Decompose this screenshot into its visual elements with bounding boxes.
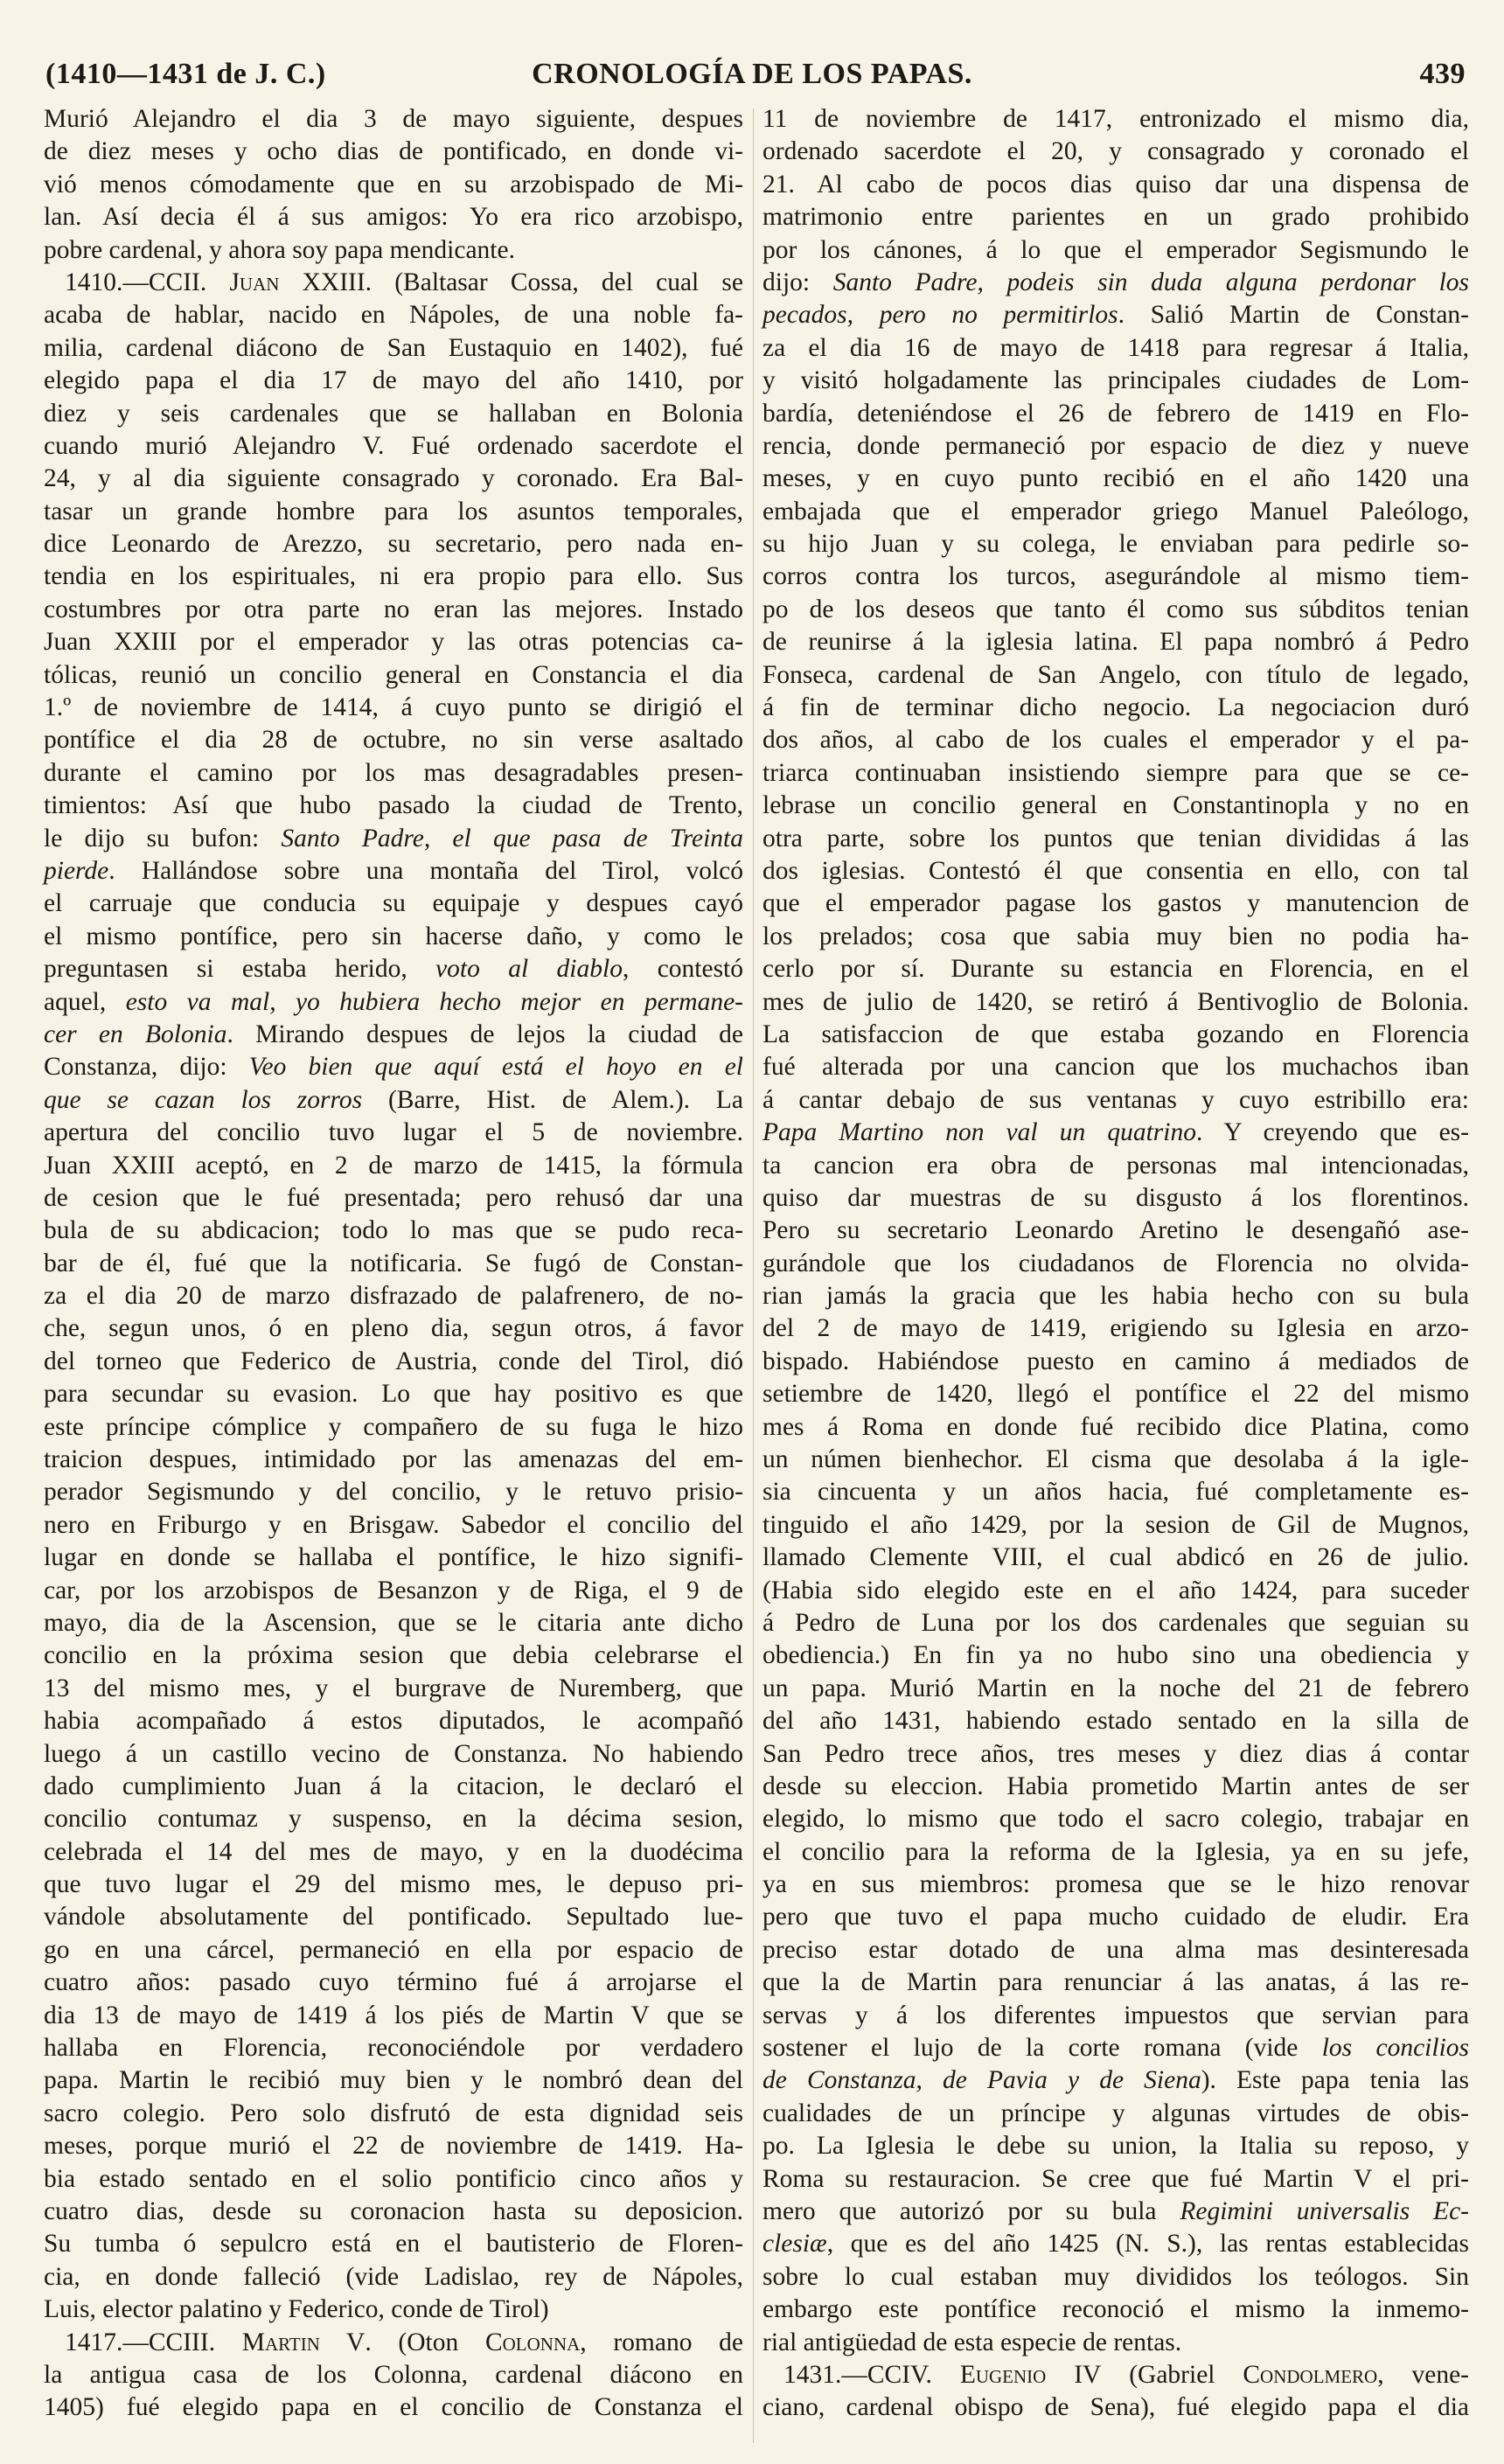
text-line: Su tumba ó sepulcro está en el bautisterio de Floren- bbox=[44, 2230, 743, 2259]
text-line: che, segun unos, ó en pleno dia, segun otros, á favor bbox=[44, 1314, 743, 1343]
text-line: dos años, al cabo de los cuales el emperador y el pa- bbox=[762, 726, 1469, 755]
text-line bbox=[762, 1117, 1469, 1149]
small-caps-name: Eugenio IV bbox=[959, 2360, 1102, 2389]
text-line: 11 de noviembre de 1417, entronizado el mismo dia, bbox=[762, 105, 1469, 133]
text-line: (Habia sido elegido este en el año 1424, para suceder bbox=[762, 1576, 1469, 1604]
text-span: . Mirando despues de lejos la ciudad de bbox=[226, 1020, 743, 1048]
text-line bbox=[44, 953, 743, 985]
italic-text: pierde bbox=[44, 856, 109, 885]
text-line: Juan XXIII aceptó, en 2 de marzo de 1415, la fórmula bbox=[44, 1151, 743, 1180]
text-line: á Pedro de Luna por los dos cardenales que seguian su bbox=[762, 1608, 1469, 1637]
text-line bbox=[44, 2327, 743, 2359]
text-line: pontífice el dia 28 de octubre, no sin verse asaltado bbox=[44, 726, 743, 755]
text-line: cia, en donde falleció (vide Ladislao, rey de Nápoles, bbox=[44, 2262, 743, 2291]
text-line: dado cumplimiento Juan á la citacion, le declaró el bbox=[44, 1771, 743, 1800]
text-span: . (Oton bbox=[365, 2328, 485, 2356]
text-line: por los cánones, á lo que el emperador Segismundo le bbox=[762, 235, 1469, 264]
text-line: del torneo que Federico de Austria, conde del Tirol, dió bbox=[44, 1347, 743, 1375]
text-line: tasar un grande hombre para los asuntos temporales, bbox=[44, 497, 743, 526]
running-head-dates: (1410—1431 de J. C.) bbox=[45, 58, 326, 90]
text-line: hallaba en Florencia, reconociéndole por verdadero bbox=[44, 2034, 743, 2063]
text-line: mayo, dia de la Ascension, que se le citaria ante dicho bbox=[44, 1608, 743, 1637]
text-line: po. La Iglesia le debe su union, la Italia su reposo, y bbox=[762, 2132, 1469, 2161]
italic-text: cer en Bolonia bbox=[44, 1020, 227, 1048]
text-line: tinguido el año 1429, por la sesion de Gil de Mugnos, bbox=[762, 1510, 1469, 1539]
text-line: milia, cardenal diácono de San Eustaquio en 1402), fué bbox=[44, 333, 743, 362]
text-line: triarca continuaban insistiendo siempre para que se ce- bbox=[762, 758, 1469, 787]
text-line: bardía, deteniéndose el 26 de febrero de 1419 en Flo- bbox=[762, 399, 1469, 428]
text-line: un númen bienhechor. El cisma que desolaba á la igle- bbox=[762, 1445, 1469, 1474]
text-line: que la de Martin para renunciar á las anatas, á las re- bbox=[762, 1968, 1469, 1997]
text-line: habia acompañado á estos diputados, le acompañó bbox=[44, 1707, 743, 1736]
text-span: mero que autorizó por su bula bbox=[762, 2197, 1180, 2225]
text-line: su hijo Juan y su colega, le enviaban para pedirle so- bbox=[762, 530, 1469, 559]
text-line: tendia en los espirituales, ni era propio para ello. Sus bbox=[44, 562, 743, 591]
text-line: Murió Alejandro el dia 3 de mayo siguiente, despues bbox=[44, 105, 743, 133]
text-line: lan. Así decia él á sus amigos: Yo era rico arzobispo, bbox=[44, 203, 743, 232]
text-line: rian jamás la gracia que les habia hecho con su bula bbox=[762, 1282, 1469, 1311]
text-span: . Salió Martin de Constan- bbox=[1118, 301, 1469, 330]
text-line bbox=[762, 2064, 1469, 2097]
text-line: tólicas, reunió un concilio general en Constancia el dia bbox=[44, 660, 743, 689]
text-line: gurándole que los ciudadanos de Florencia no olvida- bbox=[762, 1249, 1469, 1277]
text-span: . Y creyendo que es- bbox=[1195, 1118, 1469, 1147]
text-line: bar de él, fué que la notificaria. Se fugó de Constan- bbox=[44, 1249, 743, 1277]
text-line: costumbres por otra parte no eran las mejores. Instado bbox=[44, 595, 743, 623]
italic-text: que se cazan los zorros bbox=[44, 1085, 363, 1114]
text-line bbox=[762, 2032, 1469, 2064]
text-line: celebrada el 14 del mes de mayo, y en la duodécima bbox=[44, 1837, 743, 1866]
text-line: nero en Friburgo y en Brisgaw. Sabedor el concilio del bbox=[44, 1510, 743, 1539]
text-line: fué alterada por una cancion que los muchachos iban bbox=[762, 1053, 1469, 1082]
text-line bbox=[762, 299, 1469, 331]
text-line: ya en sus miembros: promesa que se le hizo renovar bbox=[762, 1870, 1469, 1899]
text-line: el concilio para la reforma de la Iglesia, ya en su jefe, bbox=[762, 1837, 1469, 1866]
text-line: Pero su secretario Leonardo Aretino le desengañó ase- bbox=[762, 1216, 1469, 1245]
text-span: (Gabriel bbox=[1101, 2360, 1243, 2389]
text-line: za el dia 16 de mayo de 1418 para regresar á Italia, bbox=[762, 333, 1469, 362]
text-line: elegido papa el dia 17 de mayo del año 1410, por bbox=[44, 366, 743, 395]
small-caps-name: Condolmero bbox=[1243, 2360, 1378, 2389]
text-line: obediencia.) En fin ya no hubo sino una obediencia y bbox=[762, 1641, 1469, 1670]
text-line: ta cancion era obra de personas mal intencionadas, bbox=[762, 1151, 1469, 1180]
text-line: quiso dar muestras de su disgusto á los florentinos. bbox=[762, 1183, 1469, 1212]
text-line: papa. Martin le recibió muy bien y le nombró dean del bbox=[44, 2066, 743, 2095]
text-line: sia cincuenta y un años hacia, fué completamente es- bbox=[762, 1478, 1469, 1507]
text-line: dice Leonardo de Arezzo, su secretario, pero nada en- bbox=[44, 530, 743, 559]
text-line: rencia, donde permaneció por espacio de diez y nueve bbox=[762, 431, 1469, 460]
text-line: concilio en la próxima sesion que debia celebrarse el bbox=[44, 1641, 743, 1670]
italic-text: Regimini universalis Ec- bbox=[1180, 2197, 1469, 2225]
text-line: cualidades de un príncipe y algunas virtudes de obis- bbox=[762, 2099, 1469, 2127]
small-caps-name: Juan XXIII bbox=[229, 268, 366, 296]
text-line: za el dia 20 de marzo disfrazado de palafrenero, de no- bbox=[44, 1282, 743, 1311]
text-line: 24, y al dia siguiente consagrado y coronado. Era Bal- bbox=[44, 464, 743, 493]
page-number: 439 bbox=[1419, 58, 1466, 90]
text-span: sostener el lujo de la corte romana (vide bbox=[762, 2034, 1322, 2063]
text-line: concilio contumaz y suspenso, en la décima sesion, bbox=[44, 1805, 743, 1834]
text-line bbox=[762, 2196, 1469, 2228]
text-span: aquel, bbox=[44, 987, 126, 1016]
text-line: á cantar debajo de sus ventanas y cuyo estribillo era: bbox=[762, 1085, 1469, 1114]
text-line bbox=[44, 1084, 743, 1117]
italic-text: Veo bien que aquí está el hoyo en el bbox=[248, 1053, 743, 1082]
italic-text: Santo Padre, podeis sin duda alguna perdonar los bbox=[832, 268, 1469, 296]
italic-text: clesiæ bbox=[762, 2230, 827, 2259]
text-line: 21. Al cabo de pocos dias quiso dar una dispensa de bbox=[762, 170, 1469, 198]
text-line: perador Segismundo y del concilio, y le retuvo prisio- bbox=[44, 1478, 743, 1507]
text-line: dos iglesias. Contestó él que consentia en ello, con tal bbox=[762, 856, 1469, 885]
text-line: Roma su restauracion. Se cree que fué Martin V el pri- bbox=[762, 2164, 1469, 2193]
italic-text: de Constanza, de Pavia y de Siena bbox=[762, 2066, 1201, 2095]
text-span: (Barre, Hist. de Alem.). La bbox=[362, 1085, 744, 1114]
text-line bbox=[44, 986, 743, 1019]
text-line: de diez meses y ocho dias de pontificado, en donde vi- bbox=[44, 137, 743, 166]
text-span: . Hallándose sobre una montaña del Tirol, volcó bbox=[108, 856, 743, 885]
text-line: apertura del concilio tuvo lugar el 5 de noviembre. bbox=[44, 1118, 743, 1147]
text-line: vió menos cómodamente que en su arzobispado de Mi- bbox=[44, 170, 743, 198]
text-line: embajada que el emperador griego Manuel Paleólogo, bbox=[762, 497, 1469, 526]
text-line bbox=[762, 267, 1469, 299]
text-line: diez y seis cardenales que se hallaban en Bolonia bbox=[44, 399, 743, 428]
text-line: meses, y en cuyo punto recibió en el año 1420 una bbox=[762, 464, 1469, 493]
text-line: sobre lo cual estaban muy divididos los teólogos. Sin bbox=[762, 2262, 1469, 2291]
text-line: traicion despues, intimidado por las amenazas del em- bbox=[44, 1445, 743, 1474]
text-line: durante el camino por los mas desagradables presen- bbox=[44, 758, 743, 787]
text-line: á fin de terminar dicho negocio. La negociacion duró bbox=[762, 693, 1469, 722]
text-line bbox=[44, 855, 743, 887]
text-span: Constanza, dijo: bbox=[44, 1053, 249, 1082]
text-line bbox=[44, 823, 743, 855]
text-line: cuatro años: pasado cuyo término fué á arrojarse el bbox=[44, 1968, 743, 1997]
text-line: del 2 de mayo de 1419, erigiendo su Iglesia en arzo- bbox=[762, 1314, 1469, 1343]
text-line: lebrase un concilio general en Constantinopla y no en bbox=[762, 791, 1469, 820]
running-head-title: CRONOLOGÍA DE LOS PAPAS. bbox=[532, 58, 972, 90]
text-line: embargo este pontífice reconoció el mismo la inmemo- bbox=[762, 2295, 1469, 2324]
text-line: para secundar su evasion. Lo que hay positivo es que bbox=[44, 1380, 743, 1409]
text-line: vándole absolutamente del pontificado. Sepultado lue- bbox=[44, 1903, 743, 1932]
text-line: corros contra los turcos, asegurándole al mismo tiem- bbox=[762, 562, 1469, 591]
text-line: sacro colegio. Pero solo disfrutó de esta dignidad seis bbox=[44, 2099, 743, 2127]
text-line: mes á Roma en donde fué recibido dice Platina, como bbox=[762, 1412, 1469, 1441]
text-line: que el emperador pagase los gastos y manutencion de bbox=[762, 889, 1469, 918]
text-line: 1405) fué elegido papa en el concilio de Constanza el bbox=[44, 2393, 743, 2422]
text-line: elegido, lo mismo que todo el sacro colegio, trabajar en bbox=[762, 1805, 1469, 1834]
text-line: desde su eleccion. Habia prometido Martin antes de ser bbox=[762, 1771, 1469, 1800]
text-line bbox=[44, 267, 743, 299]
text-line bbox=[44, 1051, 743, 1083]
text-span: 1417.—CCIII. bbox=[65, 2328, 242, 2356]
text-line: de reunirse á la iglesia latina. El papa nombró á Pedro bbox=[762, 628, 1469, 657]
text-line bbox=[762, 2359, 1469, 2391]
text-line: pero que tuvo el papa mucho cuidado de eludir. Era bbox=[762, 1903, 1469, 1932]
text-span: le dijo su bufon: bbox=[44, 824, 282, 853]
text-span: , romano de bbox=[580, 2328, 743, 2356]
text-line: el carruaje que conducia su equipaje y despues cayó bbox=[44, 889, 743, 918]
text-line: ordenado sacerdote el 20, y consagrado y coronado el bbox=[762, 137, 1469, 166]
text-line: mes de julio de 1420, se retiró á Bentivoglio de Bolonia. bbox=[762, 987, 1469, 1016]
text-span: 1431.—CCIV. bbox=[783, 2360, 960, 2389]
text-line: bia estado sentado en el solio pontificio cinco años y bbox=[44, 2164, 743, 2193]
small-caps-name: Martin V bbox=[241, 2328, 366, 2356]
text-span: , vene- bbox=[1377, 2360, 1469, 2389]
text-line: 13 del mismo mes, y el burgrave de Nuremberg, que bbox=[44, 1674, 743, 1702]
text-line bbox=[44, 1019, 743, 1051]
text-line: dia 13 de mayo de 1419 á los piés de Martin V que se bbox=[44, 2001, 743, 2029]
text-line: San Pedro trece años, tres meses y diez dias á contar bbox=[762, 1739, 1469, 1768]
italic-text: esto va mal, yo hubiera hecho mejor en permane- bbox=[125, 987, 743, 1016]
italic-text: Santo Padre, el que pasa de Treinta bbox=[281, 824, 743, 853]
text-line: meses, porque murió el 22 de noviembre de 1419. Ha- bbox=[44, 2132, 743, 2161]
text-line: go en una cárcel, permaneció en ella por espacio de bbox=[44, 1935, 743, 1964]
text-column-right bbox=[762, 103, 1469, 2425]
text-line: cerlo por sí. Durante su estancia en Florencia, en el bbox=[762, 955, 1469, 984]
text-line: pobre cardenal, y ahora soy papa mendicante. bbox=[44, 235, 515, 264]
text-line: otra parte, sobre los puntos que tenian divididas á las bbox=[762, 824, 1469, 853]
text-line: llamado Clemente VIII, el cual abdicó en 26 de julio. bbox=[762, 1543, 1469, 1572]
text-line: timientos: Así que hubo pasado la ciudad de Trento, bbox=[44, 791, 743, 820]
text-line: servas y á los diferentes impuestos que servian para bbox=[762, 2001, 1469, 2029]
text-span: . (Baltasar Cossa, del cual se bbox=[365, 268, 744, 296]
text-line: car, por los arzobispos de Besanzon y de Riga, el 9 de bbox=[44, 1576, 743, 1604]
text-column-left bbox=[44, 103, 743, 2425]
text-line: Fonseca, cardenal de San Angelo, con título de legado, bbox=[762, 660, 1469, 689]
text-line: acaba de hablar, nacido en Nápoles, de una noble fa- bbox=[44, 301, 743, 330]
small-caps-name: Colonna bbox=[484, 2328, 581, 2356]
text-line: ciano, cardenal obispo de Sena), fué elegido papa el dia bbox=[762, 2393, 1469, 2422]
text-line: preciso estar dotado de una alma mas desinteresada bbox=[762, 1935, 1469, 1964]
text-span: ). Este papa tenia las bbox=[1201, 2066, 1469, 2095]
italic-text: voto al diablo bbox=[435, 955, 623, 984]
text-line bbox=[762, 2228, 1469, 2260]
text-line: rial antigüedad de esta especie de rentas. bbox=[762, 2328, 1182, 2356]
text-line: lugar en donde se hallaba el pontífice, le hizo signifi- bbox=[44, 1543, 743, 1572]
text-line: luego á un castillo vecino de Constanza. No habiendo bbox=[44, 1739, 743, 1768]
text-line: bula de su abdicacion; todo lo mas que se pudo reca- bbox=[44, 1216, 743, 1245]
text-line: cuatro dias, desde su coronacion hasta su deposicion. bbox=[44, 2197, 743, 2225]
text-line: setiembre de 1420, llegó el pontífice el 22 del mismo bbox=[762, 1380, 1469, 1409]
text-line: el mismo pontífice, pero sin hacerse daño, y como le bbox=[44, 922, 743, 950]
text-span: preguntasen si estaba herido, bbox=[44, 955, 436, 984]
text-line: y visitó holgadamente las principales ciudades de Lom- bbox=[762, 366, 1469, 395]
text-span: 1410.—CCII. bbox=[65, 268, 230, 296]
text-line: del año 1431, habiendo estado sentado en la silla de bbox=[762, 1707, 1469, 1736]
text-span: dijo: bbox=[762, 268, 833, 296]
text-line: Juan XXIII por el emperador y las otras potencias ca- bbox=[44, 628, 743, 657]
text-span: , contestó bbox=[622, 955, 743, 984]
text-line: los prelados; cosa que sabia muy bien no podia ha- bbox=[762, 922, 1469, 950]
italic-text: Papa Martino non val un quatrino bbox=[762, 1118, 1196, 1147]
text-line: La satisfaccion de que estaba gozando en Florencia bbox=[762, 1020, 1469, 1048]
text-line: de cesion que le fué presentada; pero rehusó dar una bbox=[44, 1183, 743, 1212]
italic-text: los concilios bbox=[1321, 2034, 1469, 2063]
text-line: este príncipe cómplice y compañero de su fuga le hizo bbox=[44, 1412, 743, 1441]
text-line: cuando murió Alejandro V. Fué ordenado sacerdote el bbox=[44, 431, 743, 460]
text-line: la antigua casa de los Colonna, cardenal diácono en bbox=[44, 2360, 743, 2389]
italic-text: pecados, pero no permitirlos bbox=[762, 301, 1118, 330]
column-divider bbox=[753, 108, 754, 2443]
text-line: bispado. Habiéndose puesto en camino á mediados de bbox=[762, 1347, 1469, 1375]
text-line: Luis, elector palatino y Federico, conde de Tirol) bbox=[44, 2295, 549, 2324]
text-line: un papa. Murió Martin en la noche del 21 de febrero bbox=[762, 1674, 1469, 1702]
text-line: po de los deseos que tanto él como sus súbditos tenian bbox=[762, 595, 1469, 623]
text-span: , que es del año 1425 (N. S.), las rentas establecidas bbox=[826, 2230, 1469, 2259]
text-line: que tuvo lugar el 29 del mismo mes, le depuso pri- bbox=[44, 1870, 743, 1899]
text-line: 1.º de noviembre de 1414, á cuyo punto se dirigió el bbox=[44, 693, 743, 722]
text-line: matrimonio entre parientes en un grado prohibido bbox=[762, 203, 1469, 232]
